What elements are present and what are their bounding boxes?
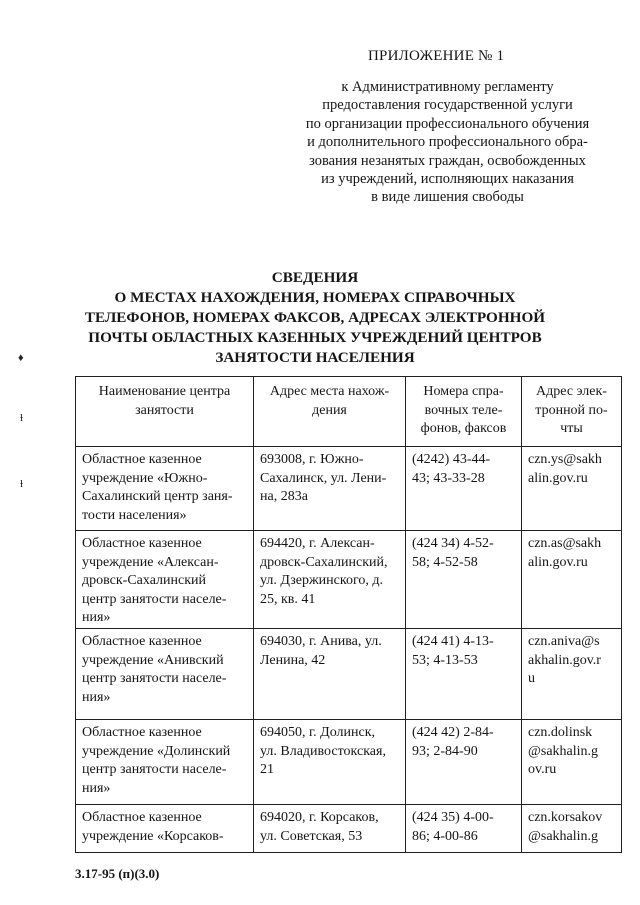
cell-phones <box>406 805 522 853</box>
cell-email <box>522 720 622 805</box>
heading-line: ТЕЛЕФОНОВ, НОМЕРАХ ФАКСОВ, АДРЕСАХ ЭЛЕКТРОННОЙ <box>84 309 546 326</box>
footer-code: 3.17-95 (п)(3.0) <box>75 866 160 881</box>
heading-line: ЗАНЯТОСТИ НАСЕЛЕНИЯ <box>215 349 415 366</box>
cell-line: Областное казенное <box>82 536 202 551</box>
appendix-line: предоставления государственной услуги <box>322 97 573 114</box>
cell-line: ул. Советская, 53 <box>260 828 363 844</box>
appendix-title: ПРИЛОЖЕНИЕ № 1 <box>368 48 505 64</box>
scan-mark: ɫ <box>20 412 24 424</box>
cell-email <box>522 531 622 629</box>
cell-line: 53; 4-13-53 <box>412 652 478 668</box>
cell-line: дровск-Сахалинский, <box>260 554 388 570</box>
cell-line: Сахалинский центр заня- <box>82 489 233 504</box>
cell-line: ул. Владивостокская, <box>260 743 386 759</box>
heading-line: ПОЧТЫ ОБЛАСТНЫХ КАЗЕННЫХ УЧРЕЖДЕНИЙ ЦЕНТРОВ <box>88 329 542 346</box>
heading-line: СВЕДЕНИЯ <box>271 269 359 286</box>
cell-phones <box>406 531 522 629</box>
cell-line: ния» <box>82 780 111 796</box>
header-line: Адрес места нахож- <box>269 384 390 399</box>
appendix-line: из учреждений, исполняющих наказания <box>321 171 574 188</box>
cell-phones <box>406 720 522 805</box>
document-heading <box>80 268 550 368</box>
appendix-line: зования незанятых граждан, освобожденных <box>309 152 586 169</box>
appendix-line: к Административному регламенту <box>341 79 554 95</box>
cell-address <box>254 531 406 629</box>
cell-line: (424 35) 4-00- <box>412 810 494 825</box>
cell-line: 694020, г. Корсаков, <box>260 810 379 825</box>
cell-line: Областное казенное <box>82 452 202 467</box>
cell-line: alin.gov.ru <box>528 470 588 486</box>
cell-phones <box>406 629 522 720</box>
cell-line: Областное казенное <box>82 634 202 649</box>
cell-line: учреждение «Южно- <box>82 470 208 486</box>
header-line: фонов, факсов <box>420 421 507 436</box>
column-header-phones <box>406 377 522 447</box>
scan-mark: ɫ <box>20 478 24 490</box>
cell-line: czn.dolinsk <box>528 725 593 740</box>
cell-line: центр занятости населе- <box>82 671 227 686</box>
cell-line: 93; 2-84-90 <box>412 743 478 759</box>
cell-line: czn.korsakov <box>528 810 603 825</box>
cell-line: (424 41) 4-13- <box>412 634 494 649</box>
header-line: тронной по- <box>535 402 608 418</box>
table-row <box>76 720 622 805</box>
cell-line: Сахалинск, ул. Лени- <box>260 470 387 486</box>
column-header-email <box>522 377 622 447</box>
cell-line: 43; 43-33-28 <box>412 470 485 486</box>
appendix-line: в виде лишения свободы <box>371 189 524 206</box>
header-line: Наименование центра <box>98 384 231 399</box>
cell-line: akhalin.gov.r <box>528 652 601 668</box>
cell-line: @sakhalin.g <box>528 743 599 759</box>
cell-line: czn.aniva@s <box>528 634 600 649</box>
cell-line: ния» <box>82 689 111 705</box>
header-line: Номера спра- <box>423 384 504 399</box>
cell-center-name <box>76 805 254 853</box>
heading-line: О МЕСТАХ НАХОЖДЕНИЯ, НОМЕРАХ СПРАВОЧНЫХ <box>114 289 516 306</box>
cell-line: @sakhalin.g <box>528 828 599 844</box>
cell-line: czn.as@sakh <box>528 536 602 551</box>
appendix-subtitle <box>270 78 625 207</box>
header-line: дения <box>312 402 347 418</box>
table-row <box>76 805 622 853</box>
cell-line: u <box>528 671 535 686</box>
cell-line: дровск-Сахалинский <box>82 573 207 588</box>
cell-line: ния» <box>82 610 111 625</box>
cell-center-name <box>76 531 254 629</box>
cell-address <box>254 629 406 720</box>
header-line: занятости <box>135 402 194 418</box>
appendix-line: по организации профессионального обучения <box>305 115 590 132</box>
cell-line: учреждение «Анивский <box>82 652 224 668</box>
cell-line: Областное казенное <box>82 725 202 740</box>
appendix-line: и дополнительного профессионального обра- <box>307 134 588 151</box>
cell-email <box>522 447 622 531</box>
cell-line: alin.gov.ru <box>528 554 588 570</box>
cell-line: 693008, г. Южно- <box>260 452 364 467</box>
cell-line: Областное казенное <box>82 810 202 825</box>
table-row <box>76 531 622 629</box>
cell-line: 694050, г. Долинск, <box>260 725 376 740</box>
cell-line: 694030, г. Анива, ул. <box>260 634 382 649</box>
cell-email <box>522 805 622 853</box>
cell-center-name <box>76 447 254 531</box>
cell-email <box>522 629 622 720</box>
cell-line: тости населения» <box>82 507 187 523</box>
cell-line: (424 42) 2-84- <box>412 725 494 740</box>
cell-address <box>254 720 406 805</box>
cell-line: (424 34) 4-52- <box>412 536 494 551</box>
cell-center-name <box>76 629 254 720</box>
cell-line: центр занятости населе- <box>82 591 227 607</box>
column-header-address <box>254 377 406 447</box>
cell-line: 25, кв. 41 <box>260 591 316 607</box>
centers-table <box>75 376 622 853</box>
cell-line: центр занятости населе- <box>82 762 227 777</box>
cell-line: czn.ys@sakh <box>528 452 602 467</box>
cell-line: ул. Дзержинского, д. <box>260 573 383 588</box>
cell-line: учреждение «Корсаков- <box>82 828 224 844</box>
cell-line: на, 283а <box>260 489 308 504</box>
cell-line: учреждение «Алексан- <box>82 554 219 570</box>
table-header-row <box>76 377 622 447</box>
cell-line: 86; 4-00-86 <box>412 828 478 844</box>
cell-line: 694420, г. Алексан- <box>260 536 375 551</box>
table-row <box>76 629 622 720</box>
cell-line: 21 <box>260 762 274 777</box>
header-line: вочных теле- <box>424 402 503 418</box>
cell-address <box>254 447 406 531</box>
cell-line: 58; 4-52-58 <box>412 554 478 570</box>
cell-phones <box>406 447 522 531</box>
table-row <box>76 447 622 531</box>
header-line: чты <box>560 421 583 436</box>
header-line: Адрес элек- <box>536 384 607 399</box>
cell-center-name <box>76 720 254 805</box>
cell-line: учреждение «Долинский <box>82 743 231 759</box>
cell-line: Ленина, 42 <box>260 652 326 668</box>
cell-address <box>254 805 406 853</box>
cell-line: (4242) 43-44- <box>412 452 491 467</box>
column-header-name <box>76 377 254 447</box>
scan-mark: ♦ <box>18 352 24 364</box>
cell-line: ov.ru <box>528 762 557 777</box>
